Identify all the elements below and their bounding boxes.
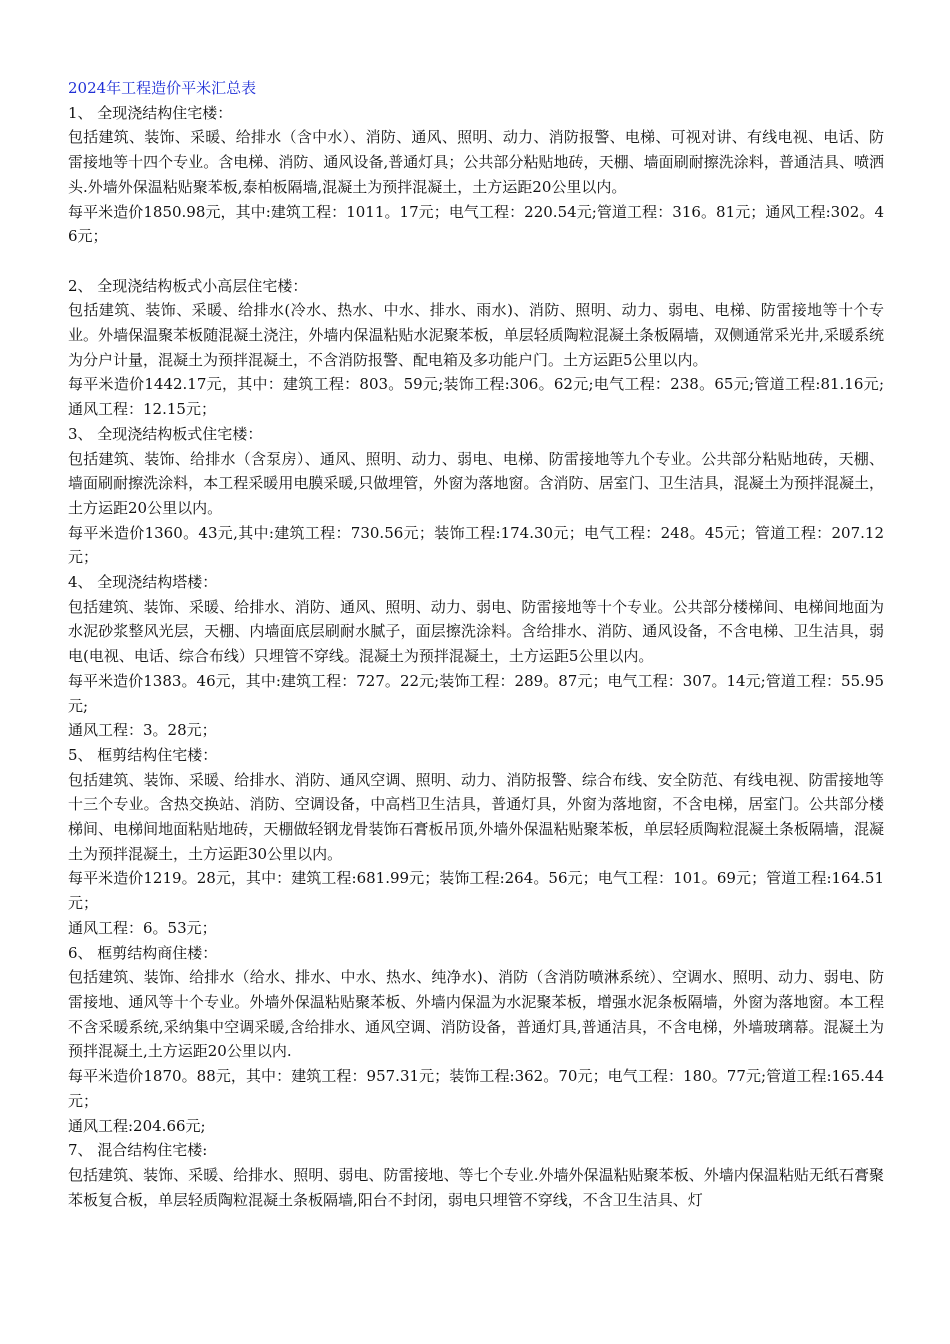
section-cost: 每平米造价1360。43元,其中:建筑工程：730.56元；装饰工程:174.30元；电气工程：248。45元；管道工程：207.12元； — [68, 523, 884, 567]
section-description: 包括建筑、装饰、给排水（给水、排水、中水、热水、纯净水)、消防（含消防喷淋系统）、空调水、照明、动力、弱电、防雷接地、通风等十个专业。外墙外保温粘贴聚苯板、外墙内保温为水泥聚苯板，增强水泥条板隔墙，外窗为落地窗。本工程不含采暖系统,采纳集中空调采暖,含给排水、通风空调、消防设备，普通灯具,普通洁具，不含电梯，外墙玻璃幕。混凝土为预拌混凝土,土方运距20公里以内. — [68, 968, 884, 1061]
section-cost: 每平米造价1383。46元，其中:建筑工程：727。22元;装饰工程：289。87元；电气工程：307。14元;管道工程：55.95元; — [68, 671, 884, 715]
section-cost-ventilation: 通风工程:204.66元; — [68, 1116, 206, 1135]
section-2 — [68, 274, 884, 422]
section-description: 包括建筑、装饰、采暖、给排水、消防、通风空调、照明、动力、消防报警、综合布线、安全防范、有线电视、防雷接地等十三个专业。含热交换站、消防、空调设备，中高档卫生洁具，普通灯具，外窗为落地窗，不含电梯，居室门。公共部分楼梯间、电梯间地面粘贴地砖，天棚做轻钢龙骨装饰石膏板吊顶,外墙外保温粘贴聚苯板，单层轻质陶粒混凝土条板隔墙，混凝土为预拌混凝土，土方运距30公里以内。 — [68, 770, 884, 863]
section-6 — [68, 941, 884, 1139]
section-heading: 3、 全现浇结构板式住宅楼： — [68, 424, 263, 443]
section-description: 包括建筑、装饰、采暖、给排水(冷水、热水、中水、排水、雨水)、消防、照明、动力、弱电、电梯、防雷接地等十个专业。外墙保温聚苯板随混凝土浇注，外墙内保温粘贴水泥聚苯板，单层轻质陶粒混凝土条板隔墙，双侧通常采光井,采暖系统为分户计量，混凝土为预拌混凝土，不含消防报警、配电箱及多功能户门。土方运距5公里以内。 — [68, 301, 884, 369]
section-description: 包括建筑、装饰、给排水（含泵房）、通风、照明、动力、弱电、电梯、防雷接地等九个专业。公共部分粘贴地砖，天棚、墙面刷耐擦洗涂料，本工程采暖用电膜采暖,只做埋管，外窗为落地窗。含消防、居室门、卫生洁具，混凝土为预拌混凝土，土方运距20公里以内。 — [68, 449, 884, 517]
blank-line — [68, 249, 884, 274]
section-cost-ventilation: 通风工程：3。28元； — [68, 721, 217, 740]
document-page — [68, 76, 884, 1212]
section-description: 包括建筑、装饰、采暖、给排水、消防、通风、照明、动力、弱电、防雷接地等十个专业。公共部分楼梯间、电梯间地面为水泥砂浆整风光层，天棚、内墙面底层刷耐水腻子，面层擦洗涂料。含给排水、消防、通风设备，不含电梯、卫生洁具，弱电(电视、电话、综合布线）只埋管不穿线。混凝土为预拌混凝土，土方运距5公里以内。 — [68, 597, 884, 666]
section-heading: 6、 框剪结构商住楼： — [68, 943, 218, 962]
document-title: 2024年工程造价平米汇总表 — [68, 79, 257, 97]
section-heading: 1、 全现浇结构住宅楼： — [68, 103, 233, 122]
section-1 — [68, 101, 884, 249]
section-description: 包括建筑、装饰、采暖、给排水（含中水）、消防、通风、照明、动力、消防报警、电梯、可视对讲、有线电视、电话、防雷接地等十四个专业。含电梯、消防、通风设备,普通灯具；公共部分粘贴地砖，天棚、墙面刷耐擦洗涂料，普通洁具、喷洒头.外墙外保温粘贴聚苯板,泰柏板隔墙,混凝土为预拌混凝土，土方运距20公里以内。 — [68, 128, 884, 196]
section-cost: 每平米造价1442.17元，其中：建筑工程：803。59元;装饰工程:306。62元;电气工程：238。65元;管道工程:81.16元;通风工程：12.15元； — [68, 375, 884, 419]
section-description: 包括建筑、装饰、采暖、给排水、照明、弱电、防雷接地、等七个专业.外墙外保温粘贴聚苯板、外墙内保温粘贴无纸石膏聚苯板复合板，单层轻质陶粒混凝土条板隔墙,阳台不封闭，弱电只埋管不穿线，不含卫生洁具、灯 — [68, 1165, 884, 1209]
section-cost: 每平米造价1850.98元，其中:建筑工程：1011。17元；电气工程：220.54元;管道工程：316。81元；通风工程:302。46元； — [68, 202, 884, 246]
section-7 — [68, 1138, 884, 1212]
section-heading: 2、 全现浇结构板式小高层住宅楼： — [68, 276, 308, 295]
section-heading: 4、 全现浇结构塔楼： — [68, 573, 218, 592]
section-cost-ventilation: 通风工程：6。53元； — [68, 918, 217, 937]
section-4 — [68, 570, 884, 743]
section-heading: 7、 混合结构住宅楼: — [68, 1141, 208, 1160]
section-cost: 每平米造价1219。28元，其中：建筑工程:681.99元；装饰工程:264。56元；电气工程：101。69元；管道工程:164.51元； — [68, 869, 884, 913]
section-heading: 5、 框剪结构住宅楼： — [68, 745, 218, 764]
section-3 — [68, 422, 884, 570]
section-5 — [68, 743, 884, 941]
section-cost: 每平米造价1870。88元，其中：建筑工程：957.31元；装饰工程:362。70元；电气工程：180。77元;管道工程:165.44元； — [68, 1067, 884, 1110]
